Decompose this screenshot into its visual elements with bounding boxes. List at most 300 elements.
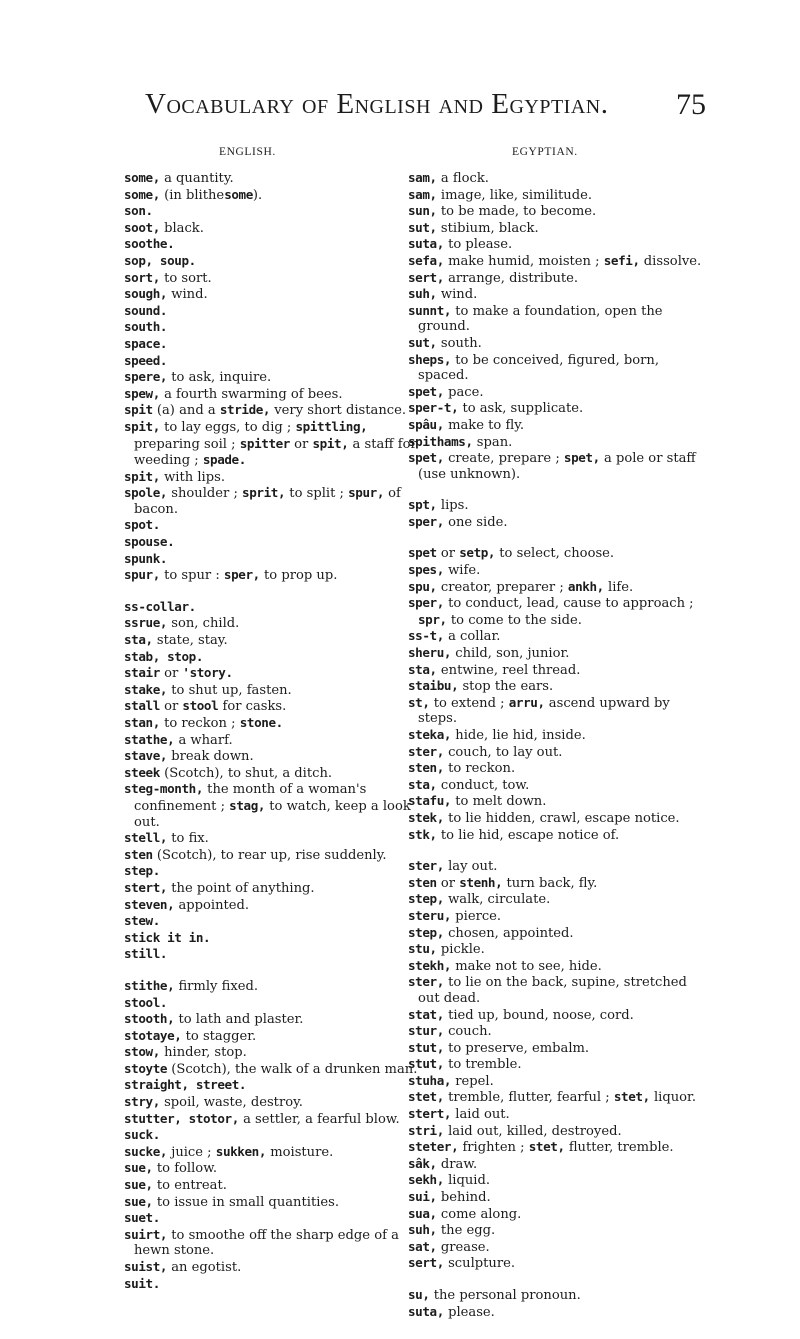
headword: ster, [408, 858, 444, 874]
english-entry [124, 567, 422, 584]
gloss: dissolve. [639, 253, 702, 269]
gloss: to issue in small quantities. [152, 1194, 340, 1210]
gloss: to fix. [167, 831, 209, 847]
headword: stride, [219, 402, 271, 418]
gloss: moisture. [266, 1144, 334, 1160]
gloss: a wharf. [174, 732, 233, 748]
gloss: come along. [436, 1206, 522, 1222]
headword: stow, [124, 1044, 160, 1060]
gloss: to spur : [159, 568, 224, 584]
headword: sper, [223, 567, 260, 583]
gloss: laid out. [451, 1107, 510, 1123]
gloss: son, child. [167, 616, 240, 632]
gloss: pierce. [451, 908, 502, 924]
headword: sta, [408, 661, 437, 677]
headword: spet, [563, 450, 600, 466]
english-entry [124, 1077, 422, 1094]
headword: arru, [508, 694, 545, 710]
gloss: couch, to lay out. [443, 744, 563, 760]
gloss: wind. [167, 287, 208, 303]
headword: spet [408, 545, 437, 561]
gloss: make to fly. [443, 417, 525, 433]
egyptian-entry [408, 545, 712, 562]
gloss: to make a foundation, open the ground. [418, 303, 663, 335]
headword: sta, [408, 776, 437, 792]
headword: spittling, [295, 418, 368, 434]
headword: spole, [124, 485, 168, 501]
headword: sten [124, 846, 153, 862]
egyptian-entry [408, 579, 712, 596]
headword: stri, [408, 1122, 444, 1138]
english-entry [124, 978, 422, 995]
gloss: a fourth swarming of bees. [159, 386, 343, 402]
gloss: or [290, 436, 313, 452]
headword: suet. [124, 1210, 160, 1226]
column-heading-egyptian: EGYPTIAN. [512, 146, 578, 158]
gloss: stop the ears. [458, 679, 554, 695]
headword: some, [124, 170, 160, 185]
gloss: firmly fixed. [174, 978, 259, 994]
headword: step, [408, 924, 444, 940]
headword: sukken, [215, 1143, 267, 1159]
headword: stur, [408, 1023, 444, 1039]
headword: stithe, [124, 977, 175, 993]
headword: sua, [408, 1205, 437, 1221]
english-entry [124, 599, 422, 616]
english-entry [124, 715, 422, 732]
gloss: ). [252, 187, 263, 203]
gloss: to smoothe off the sharp edge of a hewn stone. [134, 1227, 399, 1259]
headword: suh, [408, 286, 437, 302]
egyptian-entry [408, 352, 712, 384]
headword: sough, [124, 286, 168, 302]
gloss: to sort. [159, 270, 212, 286]
gloss: shoulder ; [167, 486, 243, 502]
headword: sekh, [408, 1172, 444, 1188]
egyptian-entry [408, 974, 712, 1006]
egyptian-entry [408, 170, 712, 187]
gloss: to watch, keep a look out. [134, 798, 411, 830]
headword: stake, [124, 681, 168, 697]
english-entry [124, 303, 422, 320]
gloss: lay out. [443, 859, 498, 875]
egyptian-entry [408, 220, 712, 237]
english-entry [124, 419, 422, 469]
egyptian-entry [408, 1040, 712, 1057]
gloss: couch. [443, 1024, 492, 1040]
gloss: please. [443, 1304, 495, 1320]
headword: sop, soup. [124, 252, 196, 268]
gloss: to come to the side. [446, 612, 582, 628]
gloss: to split ; [285, 486, 349, 502]
gloss: arrange, distribute. [443, 270, 579, 286]
headword: steek [124, 764, 160, 780]
page-header [0, 88, 800, 128]
gloss: a settler, a fearful blow. [238, 1111, 400, 1127]
gloss: to select, choose. [495, 546, 615, 562]
egyptian-entry [408, 400, 712, 417]
headword: stan, [124, 715, 160, 730]
headword: sert, [408, 269, 444, 285]
gloss: (Scotch), to rear up, rise suddenly. [152, 847, 387, 863]
gloss: ascend upward by steps. [418, 695, 670, 727]
english-entry [124, 1210, 422, 1227]
gloss: flutter, tremble. [564, 1140, 674, 1156]
gloss: (Scotch), the walk of a drunken man. [167, 1061, 418, 1077]
english-entry [124, 369, 422, 386]
headword: sat, [408, 1238, 437, 1254]
headword: spouse. [124, 534, 175, 550]
gloss: a quantity. [159, 171, 234, 186]
gloss: to follow. [152, 1161, 218, 1177]
headword: stotaye, [124, 1027, 182, 1043]
headword: stuha, [408, 1072, 452, 1088]
egyptian-entry [408, 514, 712, 531]
headword: stat, [408, 1006, 444, 1022]
egyptian-entry [408, 793, 712, 810]
gloss: to prop up. [259, 568, 338, 584]
gloss: very short distance. [270, 403, 407, 419]
headword: stave, [124, 748, 168, 764]
gloss: juice ; [167, 1144, 216, 1160]
headword: st, [408, 694, 430, 710]
headword: sut, [408, 219, 437, 235]
headword: south. [124, 319, 168, 335]
gloss: state, stay. [152, 633, 228, 649]
egyptian-entry [408, 1189, 712, 1206]
gloss: entwine, reel thread. [436, 662, 581, 678]
headword: sta, [124, 632, 153, 648]
gloss: liquid. [443, 1173, 491, 1189]
egyptian-entry [408, 695, 712, 727]
gloss: to lie hidden, crawl, escape notice. [443, 810, 680, 826]
egyptian-entry [408, 270, 712, 287]
english-entry [124, 946, 422, 963]
headword: speed. [124, 352, 168, 368]
gloss: to shut up, fasten. [167, 682, 292, 698]
gloss: tremble, flutter, fearful ; [443, 1090, 614, 1106]
gloss: to preserve, embalm. [443, 1040, 590, 1056]
headword: sue, [124, 1177, 153, 1193]
english-entry [124, 203, 422, 220]
headword: spithams, [408, 433, 473, 449]
headword: sue, [124, 1193, 153, 1209]
english-entry [124, 698, 422, 715]
english-entry [124, 615, 422, 632]
gloss: behind. [436, 1190, 491, 1206]
gloss: (Scotch), to shut, a ditch. [159, 765, 333, 781]
english-entry [124, 649, 422, 666]
gloss: pace. [443, 384, 484, 400]
egyptian-entry [408, 1123, 712, 1140]
gloss: to ask, supplicate. [458, 401, 584, 417]
headword: stert, [408, 1106, 452, 1122]
headword: sten [408, 874, 437, 890]
headword: sâk, [408, 1155, 437, 1171]
page-number: 75 [676, 88, 706, 121]
egyptian-column [408, 170, 712, 1320]
gloss: create, prepare ; [443, 451, 564, 467]
headword: sam, [408, 170, 437, 185]
gloss: break down. [167, 749, 254, 765]
gloss: preparing soil ; [134, 436, 240, 452]
egyptian-entry [408, 1073, 712, 1090]
gloss: hinder, stop. [159, 1045, 247, 1061]
egyptian-entry [408, 384, 712, 401]
headword: stathe, [124, 731, 175, 747]
english-entry [124, 534, 422, 551]
headword: ss-t, [408, 628, 444, 644]
gloss: stibium, black. [436, 220, 539, 236]
headword: suist, [124, 1259, 168, 1274]
english-entry [124, 1127, 422, 1144]
english-entry [124, 781, 422, 830]
egyptian-entry [408, 777, 712, 794]
egyptian-entry [408, 645, 712, 662]
headword: suck. [124, 1127, 160, 1143]
headword: su, [408, 1287, 430, 1302]
gloss: appointed. [174, 897, 250, 913]
english-entry [124, 1011, 422, 1028]
english-entry [124, 319, 422, 336]
gloss: to be conceived, figured, born, spaced. [418, 352, 660, 384]
egyptian-entry [408, 875, 712, 892]
egyptian-entry [408, 1106, 712, 1123]
egyptian-entry [408, 1222, 712, 1239]
egyptian-entry [408, 891, 712, 908]
gloss: (in blithe [159, 187, 225, 203]
gloss: spoil, waste, destroy. [159, 1095, 303, 1111]
egyptian-entry [408, 908, 712, 925]
gloss: to stagger. [181, 1028, 257, 1044]
gloss: grease. [436, 1239, 490, 1255]
headword: spet, [408, 383, 444, 399]
english-entry [124, 286, 422, 303]
page-title: Vocabulary of English and Egyptian. [145, 88, 609, 120]
gloss: to lath and plaster. [174, 1012, 304, 1028]
gloss: to melt down. [451, 794, 547, 810]
egyptian-entry [408, 187, 712, 204]
english-entry [124, 469, 422, 486]
headword: stert, [124, 879, 168, 895]
gloss: of bacon. [134, 486, 401, 517]
gloss: repel. [451, 1073, 494, 1089]
english-entry [124, 253, 422, 270]
headword: spr, [418, 611, 447, 627]
headword: stafu, [408, 793, 452, 809]
headword: stenh, [459, 874, 503, 890]
headword: sper, [408, 513, 444, 529]
gloss: liquor. [649, 1090, 696, 1106]
headword: sheps, [408, 351, 452, 367]
gloss: to entreat. [152, 1178, 227, 1194]
gloss: or [159, 666, 183, 682]
gloss: creator, preparer ; [436, 579, 568, 595]
headword: stool. [124, 994, 168, 1010]
headword: stooth, [124, 1011, 175, 1027]
gloss: or [436, 546, 460, 562]
gloss: conduct, tow. [436, 777, 530, 793]
gloss: to lie hid, escape notice of. [436, 827, 620, 843]
headword: stet, [528, 1139, 565, 1155]
egyptian-entry [408, 203, 712, 220]
headword: ssrue, [124, 615, 168, 631]
gloss: sculpture. [443, 1256, 516, 1272]
english-entry [124, 847, 422, 864]
headword: spit, [124, 418, 160, 434]
headword: stoyte [124, 1060, 168, 1076]
headword: spot. [124, 517, 160, 533]
gloss: the egg. [436, 1223, 496, 1239]
headword: staibu, [408, 678, 459, 694]
egyptian-entry [408, 1007, 712, 1024]
gloss: a collar. [443, 629, 501, 645]
egyptian-entry [408, 303, 712, 335]
gloss: make not to see, hide. [451, 958, 602, 974]
gloss: tied up, bound, noose, cord. [443, 1007, 634, 1023]
headword: stek, [408, 809, 444, 825]
egyptian-entry [408, 1255, 712, 1272]
egyptian-entry [408, 335, 712, 352]
gloss: pickle. [436, 942, 485, 958]
headword: spes, [408, 562, 444, 578]
egyptian-entry [408, 286, 712, 303]
headword: spere, [124, 369, 168, 385]
egyptian-entry [408, 1172, 712, 1189]
headword: sheru, [408, 645, 452, 661]
gloss: span. [472, 434, 513, 450]
gloss: or [436, 875, 460, 891]
headword: sam, [408, 186, 437, 202]
english-entry [124, 353, 422, 370]
headword: steka, [408, 727, 452, 742]
headword: soot, [124, 219, 160, 235]
egyptian-entry [408, 760, 712, 777]
english-entry [124, 402, 422, 419]
english-entry [124, 748, 422, 765]
headword: ankh, [567, 578, 604, 594]
headword: steru, [408, 907, 452, 923]
headword: steter, [408, 1139, 459, 1155]
egyptian-entry [408, 744, 712, 761]
headword: spunk. [124, 550, 168, 566]
headword: steven, [124, 896, 175, 912]
headword: son. [124, 203, 153, 219]
english-entry [124, 930, 422, 947]
egyptian-entry [408, 662, 712, 679]
headword: steg-month, [124, 781, 204, 797]
headword: step, [408, 891, 444, 907]
headword: stick it in. [124, 929, 211, 945]
gloss: a pole or staff (use unknown). [418, 451, 696, 482]
egyptian-entry [408, 562, 712, 579]
headword: sert, [408, 1255, 444, 1271]
egyptian-entry [408, 1056, 712, 1073]
gloss: with lips. [159, 469, 225, 485]
english-entry [124, 765, 422, 782]
headword: spur, [348, 485, 385, 501]
headword: 'story. [182, 665, 233, 681]
headword: sten, [408, 760, 444, 776]
headword: sprit, [242, 485, 286, 501]
english-entry [124, 863, 422, 880]
headword: spit [124, 402, 153, 418]
headword: soothe. [124, 236, 175, 252]
gloss: the personal pronoun. [429, 1288, 581, 1303]
headword: stew. [124, 913, 160, 929]
egyptian-entry [408, 727, 712, 744]
english-entry [124, 1194, 422, 1211]
headword: space. [124, 335, 168, 351]
egyptian-entry [408, 1156, 712, 1173]
egyptian-entry [408, 1239, 712, 1256]
headword: stry, [124, 1094, 160, 1110]
headword: sefa, [408, 252, 444, 268]
english-entry [124, 880, 422, 897]
gloss: to reckon. [443, 761, 516, 777]
egyptian-entry [408, 595, 712, 628]
headword: suit. [124, 1275, 160, 1291]
gloss: chosen, appointed. [443, 925, 574, 941]
english-entry [124, 1227, 422, 1259]
headword: suta, [408, 236, 444, 252]
gloss: black. [159, 220, 204, 236]
english-entry [124, 1111, 422, 1128]
egyptian-entry [408, 1089, 712, 1106]
headword: spt, [408, 497, 437, 513]
headword: sper-t, [408, 400, 459, 416]
headword: sort, [124, 269, 160, 285]
gloss: to be made, to become. [436, 204, 597, 220]
headword: spet, [408, 450, 444, 466]
headword: stu, [408, 941, 437, 957]
headword: sefi, [603, 252, 640, 268]
headword: stair [124, 665, 160, 681]
gloss: to ask, inquire. [167, 370, 272, 386]
gloss: south. [436, 335, 482, 351]
headword: spade. [202, 452, 246, 468]
english-column [124, 170, 422, 1292]
headword: sper, [408, 595, 444, 611]
english-entry [124, 1144, 422, 1161]
headword: suta, [408, 1303, 444, 1319]
egyptian-entry [408, 958, 712, 975]
english-entry [124, 995, 422, 1012]
english-entry [124, 665, 422, 682]
headword: suh, [408, 1222, 437, 1238]
headword: sui, [408, 1189, 437, 1205]
english-entry [124, 220, 422, 237]
english-entry [124, 551, 422, 568]
headword: stool [182, 698, 219, 714]
headword: stet, [408, 1089, 444, 1105]
gloss: to conduct, lead, cause to approach ; [443, 596, 694, 612]
english-entry [124, 1094, 422, 1111]
headword: spit, [312, 435, 349, 451]
headword: some, [124, 186, 160, 202]
gloss: child, son, junior. [451, 646, 570, 662]
gloss: life. [603, 579, 634, 595]
gloss: walk, circulate. [443, 892, 551, 908]
english-entry [124, 1160, 422, 1177]
egyptian-entry [408, 1139, 712, 1156]
egyptian-entry [408, 1023, 712, 1040]
english-entry [124, 386, 422, 403]
headword: spu, [408, 578, 437, 594]
gloss: hide, lie hid, inside. [451, 728, 586, 743]
headword: stut, [408, 1056, 444, 1072]
gloss: the month of a woman's confinement ; [134, 782, 367, 814]
